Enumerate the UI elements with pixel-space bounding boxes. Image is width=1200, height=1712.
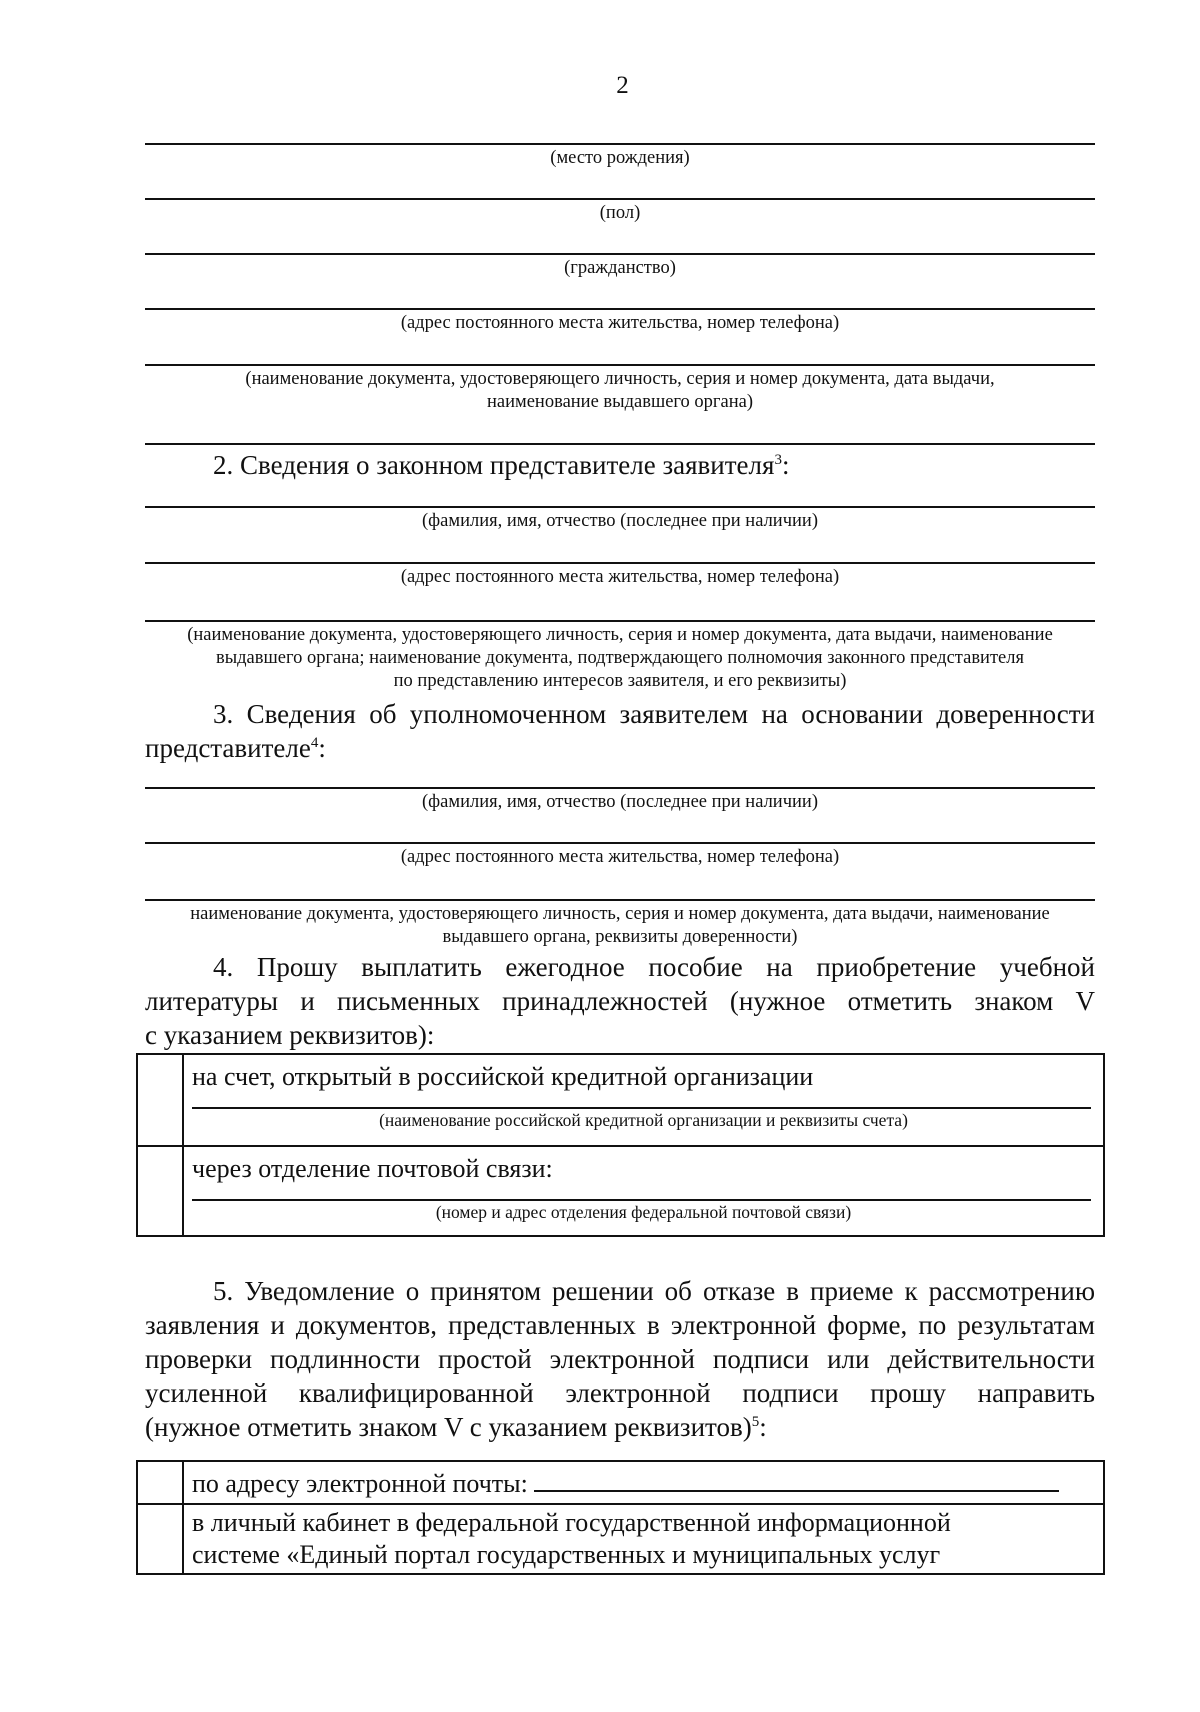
proxy-docs-line	[145, 899, 1095, 901]
gender-caption: (пол)	[599, 203, 641, 223]
section3-heading: 3. Сведения об уполномоченном заявителем на основании доверенности представителе$^4$:	[145, 699, 1095, 763]
notify-email-label: по адресу электронной почты:	[184, 1462, 1103, 1500]
birthplace-line	[145, 143, 1095, 145]
notify-cabinet-cell	[183, 1504, 1104, 1574]
gender-line	[145, 198, 1095, 200]
proxy-address-line	[145, 842, 1095, 844]
section4-text: 4. Прошу выплатить ежегодное пособие на приобретение учебной литературы и письменных принадлежностей (нужное отметить знаком V с указанием реквизитов):	[145, 952, 1095, 1050]
id-document-field[interactable]	[145, 364, 1095, 414]
rep-address-caption: (адрес постоянного места жительства, номер телефона)	[400, 567, 840, 587]
proxy-docs-caption: наименование документа, удостоверяющего личность, серия и номер документа, дата выдачи, наименование выдавшего органа, реквизиты доверенности)	[190, 904, 1050, 947]
proxy-address-caption: (адрес постоянного места жительства, номер телефона)	[400, 847, 840, 867]
notify-email-cell	[183, 1461, 1104, 1504]
payment-option-bank	[137, 1054, 1104, 1146]
birthplace-caption: (место рождения)	[550, 148, 690, 168]
footnote-3: 3	[774, 452, 782, 468]
rep-address-field[interactable]	[145, 562, 1095, 589]
notify-email-input[interactable]	[534, 1466, 1059, 1492]
rep-fio-field[interactable]	[145, 506, 1095, 533]
id-document-line	[145, 364, 1095, 366]
id-document-caption: (наименование документа, удостоверяющего личность, серия и номер документа, дата выдачи, наименование выдавшего органа)	[245, 369, 995, 412]
section2-heading: 2. Сведения о законном представителе заявителя$^3$:	[213, 450, 790, 480]
citizenship-field[interactable]	[145, 253, 1095, 280]
payment-bank-cell	[183, 1054, 1104, 1146]
address-field[interactable]	[145, 308, 1095, 335]
notify-email-checkbox[interactable]	[137, 1461, 183, 1504]
notify-cabinet-checkbox[interactable]	[137, 1504, 183, 1574]
proxy-docs-field[interactable]	[145, 899, 1095, 949]
payment-post-checkbox[interactable]	[137, 1146, 183, 1236]
footnote-4: 4	[310, 735, 319, 751]
rep-fio-caption: (фамилия, имя, отчество (последнее при наличии)	[422, 511, 818, 531]
rep-fio-line	[145, 506, 1095, 508]
footnote-5: 5	[751, 1414, 760, 1430]
citizenship-caption: (гражданство)	[564, 258, 676, 278]
address-line	[145, 308, 1095, 310]
payment-option-post	[137, 1146, 1104, 1236]
section5-text: 5. Уведомление о принятом решении об отказе в приеме к рассмотрению заявления и документов, представленных в электронной форме, по результатам проверки подлинности простой электронной подписи или действительности усиленной квалифицированной электронной подписи прошу направить (нужное отметить знаком V с указанием реквизитов)$^5$:	[145, 1276, 1095, 1442]
notification-method-table	[136, 1460, 1105, 1575]
payment-bank-label: на счет, открытый в российской кредитной организации	[192, 1062, 814, 1091]
proxy-fio-field[interactable]	[145, 787, 1095, 814]
rep-docs-line	[145, 620, 1095, 622]
notify-cabinet-label: в личный кабинет в федеральной государственной информационной системе «Единый портал государственных и муниципальных услуг	[192, 1508, 951, 1569]
proxy-fio-line	[145, 787, 1095, 789]
payment-bank-checkbox[interactable]	[137, 1054, 183, 1146]
page-number: 2	[616, 72, 629, 99]
address-caption: (адрес постоянного места жительства, номер телефона)	[400, 313, 840, 333]
rep-docs-caption: (наименование документа, удостоверяющего личность, серия и номер документа, дата выдачи, наименование выдавшего органа; наименование документа, подтверждающего полномочия законного представителя по представлению интересов заявителя, и его реквизиты)	[187, 625, 1053, 691]
gender-field[interactable]	[145, 198, 1095, 225]
payment-method-table	[136, 1053, 1105, 1237]
payment-bank-caption: (наименование российской кредитной организации и реквизиты счета)	[379, 1110, 908, 1130]
payment-post-cell	[183, 1146, 1104, 1236]
proxy-address-field[interactable]	[145, 842, 1095, 869]
notify-option-cabinet	[137, 1504, 1104, 1574]
rep-docs-field[interactable]	[145, 620, 1095, 693]
rep-address-line	[145, 562, 1095, 564]
notify-option-email	[137, 1461, 1104, 1504]
birthplace-field[interactable]	[145, 143, 1095, 170]
id-document-extra-line	[145, 443, 1095, 445]
payment-post-caption: (номер и адрес отделения федеральной почтовой связи)	[435, 1202, 852, 1222]
id-document-extra-field[interactable]	[145, 443, 1095, 445]
payment-post-label: через отделение почтовой связи:	[192, 1154, 553, 1183]
citizenship-line	[145, 253, 1095, 255]
proxy-fio-caption: (фамилия, имя, отчество (последнее при наличии)	[422, 792, 818, 812]
